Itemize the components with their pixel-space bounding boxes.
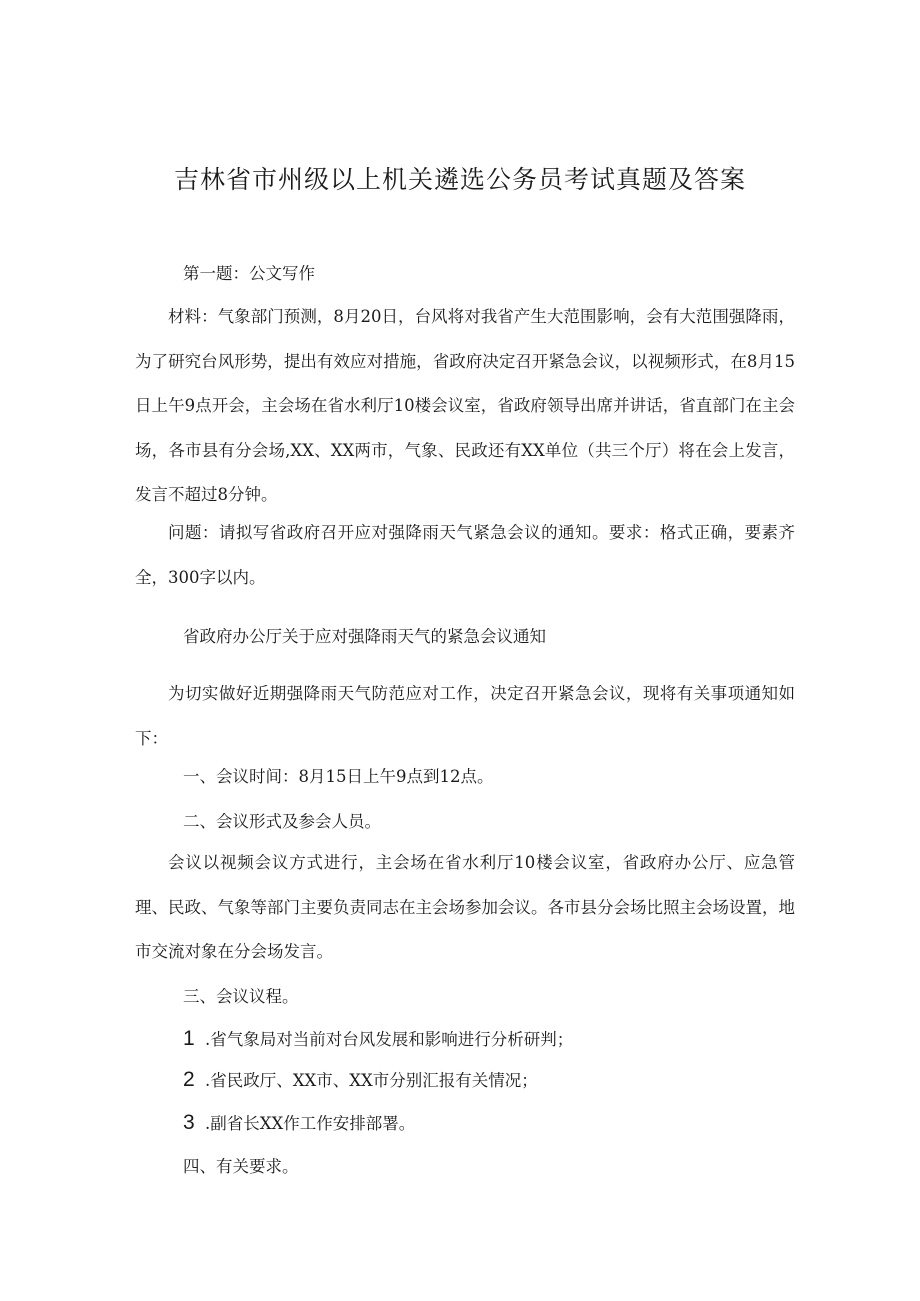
document-title: 吉林省市州级以上机关遴选公务员考试真题及答案 xyxy=(173,165,746,194)
question-heading: 第一题：公文写作 xyxy=(183,264,315,283)
agenda-text: .省气象局对当前对台风发展和影响进行分析研判； xyxy=(205,1030,574,1049)
question-paragraph: 问题：请拟写省政府召开应对强降雨天气紧急会议的通知。要求：格式正确，要素齐全，300字以内。 xyxy=(135,523,795,587)
notice-title: 省政府办公厅关于应对强降雨天气的紧急会议通知 xyxy=(183,627,546,646)
agenda-item xyxy=(183,1112,415,1135)
agenda-number: 1 xyxy=(183,1027,195,1050)
section-3-heading: 三、会议议程。 xyxy=(183,987,299,1006)
agenda-text: .省民政厅、XX市、XX市分别汇报有关情况； xyxy=(205,1071,538,1090)
agenda-text: .副省长XX作工作安排部署。 xyxy=(205,1114,416,1133)
section-1: 一、会议时间：8月15日上午9点到12点。 xyxy=(183,767,494,786)
material-paragraph: 材料：气象部门预测，8月20日，台风将对我省产生大范围影响，会有大范围强降雨，为了研究台风形势，提出有效应对措施，省政府决定召开紧急会议，以视频形式，在8月15日上午9点开会，主会场在省水利厅10楼会议室，省政府领导出席并讲话，省直部门在主会场，各市县有分会场,XX、XX两市，气象、民政还有XX单位（共三个厅）将在会上发言，发言不超过8分钟。 xyxy=(135,307,795,504)
agenda-item xyxy=(183,1028,573,1051)
section-2-body: 会议以视频会议方式进行，主会场在省水利厅10楼会议室，省政府办公厅、应急管理、民政、气象等部门主要负责同志在主会场参加会议。各市县分会场比照主会场设置，地市交流对象在分会场发言。 xyxy=(135,853,795,961)
section-2-heading: 二、会议形式及参会人员。 xyxy=(183,812,381,831)
agenda-item xyxy=(183,1069,538,1092)
intro-paragraph: 为切实做好近期强降雨天气防范应对工作，决定召开紧急会议，现将有关事项通知如下： xyxy=(135,684,795,748)
agenda-number: 3 xyxy=(183,1111,195,1134)
section-4-heading: 四、有关要求。 xyxy=(183,1157,299,1176)
agenda-number: 2 xyxy=(183,1068,195,1091)
